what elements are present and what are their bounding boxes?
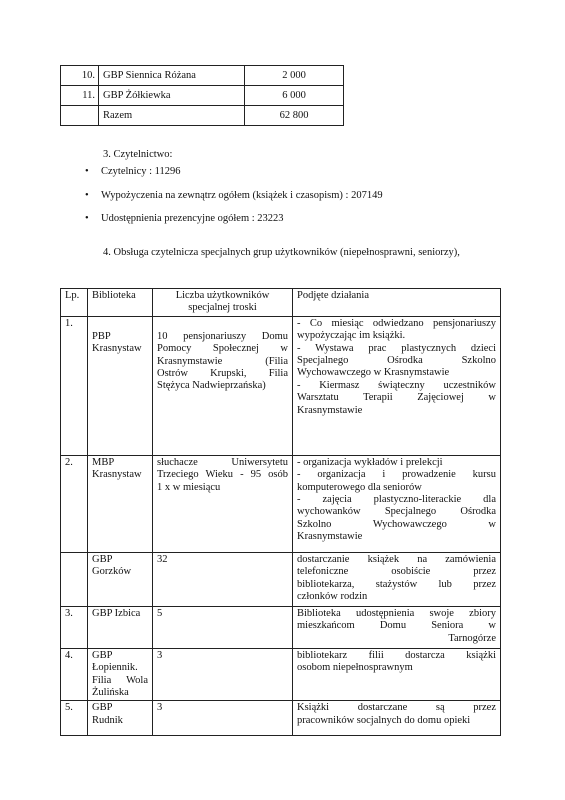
row-number: 11. — [61, 86, 99, 106]
header-user-count-line2: specjalnej troski — [188, 302, 257, 314]
count-line: Pomocy Społecznej w — [157, 343, 288, 355]
library-line: GBP — [92, 649, 113, 661]
table-row — [61, 66, 344, 86]
action-line: Wychowawczego w Krasnymstawie — [297, 367, 450, 379]
stat-loans: Wypożyczenia na zewnątrz ogółem (książek i czasopism) : 207149 — [101, 189, 383, 201]
action-line: Książki dostarczane są przez — [297, 702, 496, 714]
total-label: Razem — [99, 106, 245, 126]
list-item — [85, 213, 383, 237]
list-item — [85, 166, 383, 190]
library-line: Krasnystaw — [92, 469, 142, 481]
row-number — [61, 106, 99, 126]
count-line: 10 pensjonariuszy Domu — [157, 330, 288, 342]
library-line: PBP — [92, 330, 111, 342]
row-number: 3. — [61, 606, 88, 648]
count-line: Trzeciego Wieku - 95 osób — [157, 469, 288, 481]
library-cell — [88, 648, 153, 701]
count-line: Stężyca Nadwieprzańska) — [157, 380, 266, 392]
table-row — [61, 606, 501, 648]
action-line: wypożyczając im książki. — [297, 330, 406, 342]
header-lp: Lp. — [61, 289, 88, 317]
amount: 6 000 — [245, 86, 344, 106]
library-line: Gorzków — [92, 566, 132, 578]
list-item — [85, 190, 383, 214]
action-line: - organizacja i prowadzenie kursu — [297, 469, 496, 481]
actions-cell — [293, 316, 501, 455]
bullet-icon: • — [85, 189, 89, 201]
count-line: 3 — [157, 649, 163, 661]
count-line: 3 — [157, 702, 163, 714]
table-row — [61, 316, 501, 455]
action-line: - Wystawa prac plastycznych dzieci — [297, 342, 496, 354]
table-row-total — [61, 106, 344, 126]
actions-cell — [293, 455, 501, 552]
library-line: Łopiennik. — [92, 662, 138, 674]
bullet-icon: • — [85, 213, 89, 224]
action-line: Tarnogórze — [448, 632, 496, 644]
library-line: Żulińska — [92, 687, 129, 699]
readership-stats-list — [85, 166, 383, 237]
actions-cell — [293, 606, 501, 648]
action-line: telefoniczne osobiście przez — [297, 566, 496, 578]
library-line: Krasnystaw — [92, 343, 142, 355]
table-header-row — [61, 289, 501, 317]
header-library: Biblioteka — [88, 289, 153, 317]
action-line: - Kiermasz świąteczny uczestników — [297, 379, 496, 391]
user-count-cell — [153, 455, 293, 552]
count-line: 1 x w miesiącu — [157, 481, 221, 493]
action-line: pracowników socjalnych do domu opieki — [297, 714, 471, 726]
table-row — [61, 86, 344, 106]
library-line: GBP — [92, 553, 113, 565]
section-heading-special-groups: 4. Obsługa czytelnicza specjalnych grup użytkowników (niepełnosprawni, seniorzy), — [103, 247, 460, 258]
action-line: komputerowego dla seniorów — [297, 481, 422, 493]
section-heading-readership: 3. Czytelnictwo: — [103, 149, 173, 160]
row-number: 5. — [61, 701, 88, 736]
library-name: GBP Siennica Różana — [99, 66, 245, 86]
table-row — [61, 701, 501, 736]
action-line: mieszkańcom Domu Seniora w — [297, 620, 496, 632]
library-cell — [88, 701, 153, 736]
user-count-cell — [153, 316, 293, 455]
actions-cell — [293, 552, 501, 606]
library-line: MBP — [92, 456, 115, 468]
library-line: Filia Wola — [92, 674, 148, 686]
table-row — [61, 552, 501, 606]
library-cell — [88, 316, 153, 455]
count-line: Krasnymstawie (Filia — [157, 355, 288, 367]
row-number — [61, 552, 88, 606]
library-name: GBP Żółkiewka — [99, 86, 245, 106]
count-line: Ostrów Krupski, Filia — [157, 368, 288, 380]
header-user-count-line1: Liczba użytkowników — [175, 290, 270, 301]
count-line: 5 — [157, 607, 163, 619]
action-line: Krasnymstawie — [297, 404, 363, 416]
row-number: 2. — [61, 455, 88, 552]
action-line: Krasnymstawie — [297, 531, 363, 543]
header-actions: Podjęte działania — [293, 289, 501, 317]
action-line: bibliotekarz filii dostarcza książki — [297, 649, 496, 661]
action-line: Warsztatu Terapii Zajęciowej w — [297, 392, 496, 404]
action-line: - organizacja wykładów i prelekcji — [297, 456, 443, 468]
row-number: 10. — [61, 66, 99, 86]
funding-table — [60, 65, 344, 126]
action-line: Szkolno Wychowawczego w — [297, 518, 496, 530]
amount: 2 000 — [245, 66, 344, 86]
action-line: - Co miesiąc odwiedzano pensjonariuszy — [297, 317, 496, 329]
table-row — [61, 455, 501, 552]
stat-readers: Czytelnicy : 11296 — [101, 166, 181, 177]
stat-in-library-use: Udostępnienia prezencyjne ogółem : 23223 — [101, 213, 284, 224]
action-line: - zajęcia plastyczno-literackie dla — [297, 494, 496, 506]
table-row — [61, 648, 501, 701]
user-count-cell — [153, 648, 293, 701]
action-line: bibliotekarza, stażystów lub przez — [297, 578, 496, 590]
action-line: wychowanków Specjalnego Ośrodka — [297, 506, 496, 518]
actions-cell — [293, 701, 501, 736]
user-count-cell — [153, 701, 293, 736]
actions-cell — [293, 648, 501, 701]
action-line: Specjalnego Ośrodka Szkolno — [297, 355, 496, 367]
special-groups-table — [60, 288, 501, 736]
user-count-cell — [153, 606, 293, 648]
action-line: Biblioteka udostępnienia swoje zbiory — [297, 607, 496, 619]
library-line: GBP Izbica — [92, 607, 141, 619]
library-cell — [88, 606, 153, 648]
count-line: słuchacze Uniwersytetu — [157, 456, 288, 468]
total-amount: 62 800 — [245, 106, 344, 126]
library-cell — [88, 455, 153, 552]
action-line: osobom niepełnosprawnym — [297, 662, 413, 674]
header-user-count — [153, 289, 293, 317]
count-line: 32 — [157, 553, 168, 565]
bullet-icon: • — [85, 166, 89, 177]
user-count-cell — [153, 552, 293, 606]
row-number: 4. — [61, 648, 88, 701]
library-line: Rudnik — [92, 714, 123, 726]
action-line: dostarczanie książek na zamówienia — [297, 553, 496, 565]
library-cell — [88, 552, 153, 606]
row-number: 1. — [61, 316, 88, 455]
action-line: członków rodzin — [297, 591, 368, 603]
library-line: GBP — [92, 702, 113, 714]
